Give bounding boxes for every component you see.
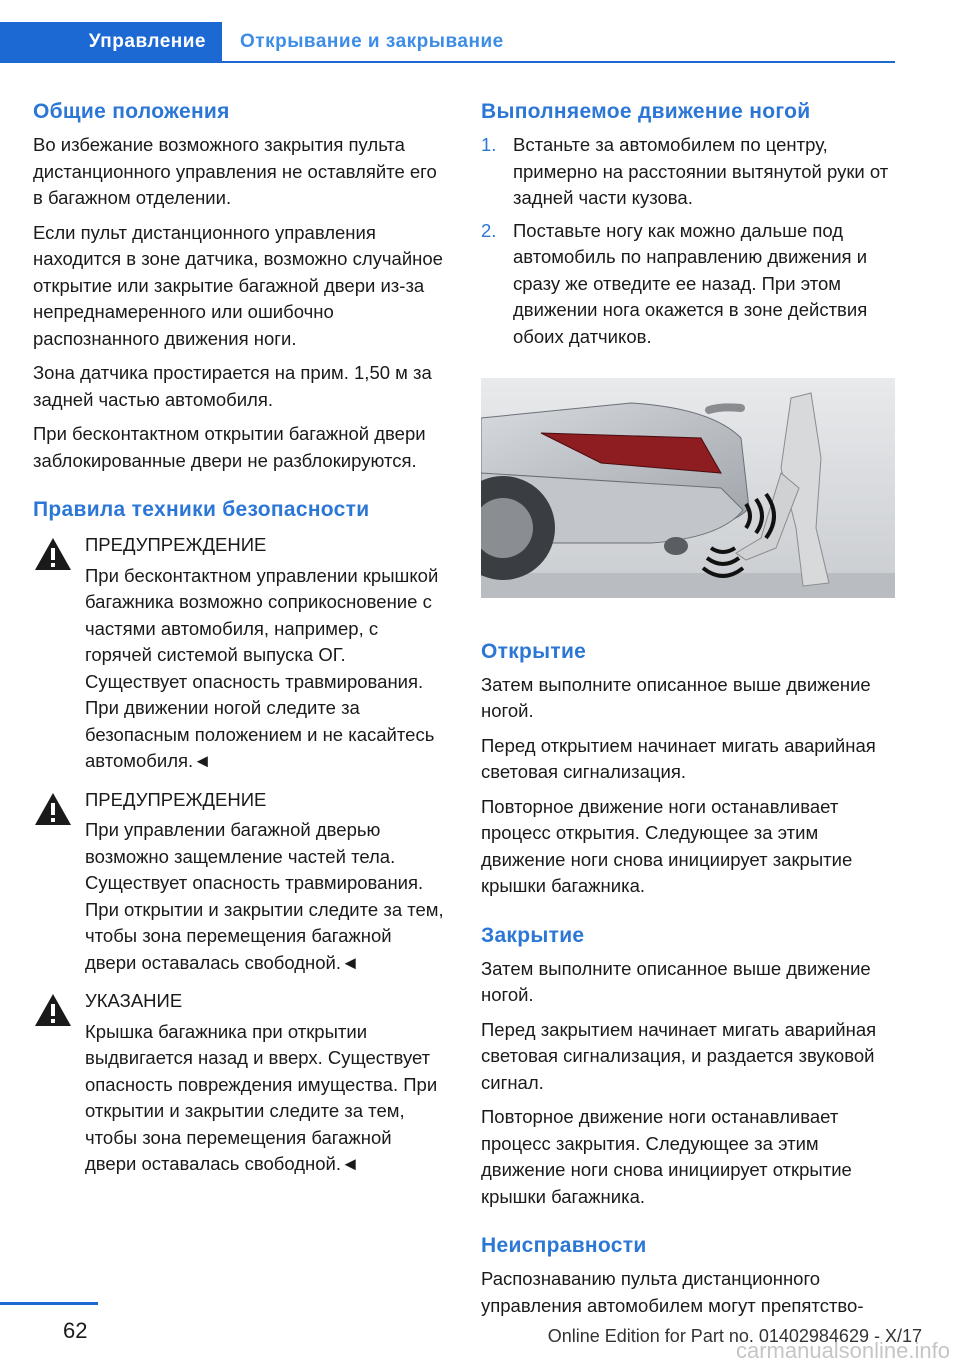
right-column (481, 98, 896, 1327)
paragraph: Повторное движение ноги останавливает процесс закрытия. Следующее за этим движение ноги снова инициирует открытие крышки багажника. (481, 1106, 852, 1207)
list-item (481, 132, 896, 212)
heading-malfunctions: Неисправности (481, 1234, 647, 1257)
notice-block (33, 988, 448, 1178)
page-header (0, 0, 960, 64)
warning-block (33, 532, 448, 775)
list-number: 1. (481, 134, 497, 155)
notice-title: УКАЗАНИЕ (85, 990, 183, 1011)
paragraph: Во избежание возможного закрытия пульта дистанционного управления не оставляйте его в багажном отделении. (33, 134, 437, 208)
heading-safety: Правила техники безопасности (33, 498, 370, 521)
section-tab: Управление (0, 22, 222, 62)
left-column (33, 98, 448, 1190)
paragraph: Повторное движение ноги останавливает процесс открытия. Следующее за этим движение ноги снова инициирует закрытие крышки багажника. (481, 795, 853, 896)
warning-triangle-icon (33, 791, 73, 827)
edition-text: Online Edition for Part no. 01402984629 - X/17 (547, 1326, 922, 1346)
header-divider (0, 61, 895, 63)
paragraph: При бесконтактном открытии багажной двери заблокированные двери не разблокируются. (33, 423, 426, 471)
list-item (481, 218, 896, 351)
paragraph: Затем выполните описанное выше движение ногой. (481, 957, 871, 1005)
heading-foot-motion: Выполняемое движение ногой (481, 100, 811, 123)
paragraph: Распознаванию пульта дистанционного управления автомобилем могут препятство- (481, 1268, 864, 1316)
warning-body: При бесконтактном управлении крышкой багажника возможно соприкосновение с частями автомобиля, например, с горячей системой выпуска ОГ. Существует опасность травмирования. При движении ногой следите за безопасным положением и не касайтесь автомобиля.◄ (85, 564, 439, 771)
warning-title: ПРЕДУПРЕЖДЕНИЕ (85, 534, 267, 555)
list-text: Встаньте за автомобилем по центру, примерно на расстоянии вытянутой руки от задней части кузова. (513, 134, 889, 208)
chapter-tab: Открывание и закрывание (240, 31, 504, 52)
paragraph: Если пульт дистанционного управления находится в зоне датчика, возможно случайное открытие или закрытие багажной двери из-за непреднамеренного или ошибочно распознанного движения ноги. (33, 221, 443, 349)
list-text: Поставьте ногу как можно дальше под автомобиль по направлению движения и сразу же отведите ее назад. При этом движении нога окажется в зоне действия обоих датчиков. (513, 219, 868, 347)
foot-gesture-illustration (481, 378, 895, 598)
list-number: 2. (481, 219, 497, 241)
watermark: carmanualsonline.info (735, 1338, 950, 1363)
heading-general: Общие положения (33, 100, 230, 123)
paragraph: Перед открытием начинает мигать аварийная световая сигнализация. (481, 734, 876, 782)
warning-triangle-icon (33, 536, 73, 572)
warning-body: При управлении багажной дверью возможно защемление частей тела. Существует опасность травмирования. При открытии и закрытии следите за тем, чтобы зона перемещения багажной двери оставалась свободной.◄ (85, 819, 444, 973)
page-number: 62 (63, 1318, 88, 1343)
warning-title: ПРЕДУПРЕЖДЕНИЕ (85, 788, 267, 810)
paragraph: Зона датчика простирается на прим. 1,50 м за задней частью автомобиля. (33, 362, 432, 410)
notice-triangle-icon (33, 992, 73, 1028)
heading-closing: Закрытие (481, 923, 585, 947)
heading-opening: Открытие (481, 639, 587, 663)
warning-block (33, 787, 448, 977)
notice-body: Крышка багажника при открытии выдвигается назад и вверх. Существует опасность повреждения имущества. При открытии и закрытии следите за тем, чтобы зона перемещения багажной двери оставалась свободной.◄ (85, 1020, 438, 1174)
footer-divider (0, 1302, 98, 1305)
paragraph: Затем выполните описанное выше движение ногой. (481, 673, 871, 721)
paragraph: Перед закрытием начинает мигать аварийная световая сигнализация, и раздается звуковой сигнал. (481, 1018, 877, 1093)
